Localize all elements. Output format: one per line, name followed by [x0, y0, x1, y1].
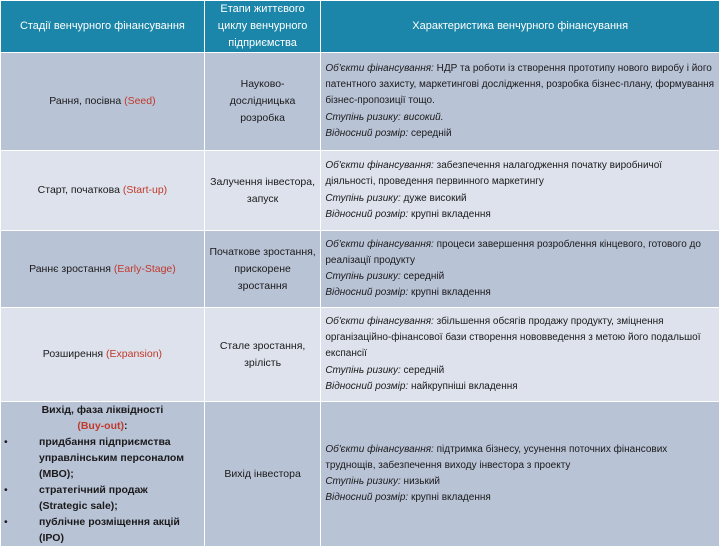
stage-name: Рання, посівна [49, 95, 125, 107]
header-characteristics: Характеристика венчурного фінансування [321, 1, 720, 53]
description-cell [321, 231, 720, 308]
stage-name: Раннє зростання [29, 262, 114, 275]
risk-text: середній [400, 271, 445, 282]
table-row [1, 308, 720, 402]
risk-label: Ступінь ризику: [325, 271, 401, 282]
risk-label: Ступінь ризику: [325, 111, 401, 123]
size-label: Відносний розмір: [325, 287, 409, 299]
table-row-exit [1, 402, 720, 547]
stage-cell [1, 308, 205, 402]
phase-cell: Науково-дослідницька розробка [204, 53, 320, 151]
stage-name-en: (Seed) [124, 95, 156, 107]
size-label: Відносний розмір: [325, 492, 409, 504]
phase-cell: Стале зростання, зрілість [204, 308, 320, 402]
stage-name: Розширення [42, 348, 107, 360]
risk-label: Ступінь ризику: [325, 364, 401, 376]
object-text: підтримка бізнесу, усунення поточних фінансових труднощів, забезпечення виходу інвестора з проекту [325, 443, 668, 471]
exit-options-list [1, 434, 204, 546]
size-label: Відносний розмір: [325, 380, 409, 392]
table-row [1, 151, 720, 231]
exit-title-en: (Buy-out) [77, 420, 124, 432]
risk-label: Ступінь ризику: [325, 192, 401, 204]
stage-name-en: (Early-Stage) [113, 262, 176, 275]
header-stages: Стадії венчурного фінансування [1, 1, 205, 53]
phase-cell: Вихід інвестора [204, 402, 320, 547]
size-text: крупні вкладення [408, 208, 491, 220]
stage-cell [1, 151, 205, 231]
exit-title: Вихід, фаза ліквідності (Buy-out): [41, 404, 164, 432]
exit-stage-cell [1, 402, 205, 547]
phase-cell: Початкове зростання, прискорене зростання [204, 231, 320, 308]
object-text: процеси завершення розроблення кінцевого, готового до реалізації продукту [325, 238, 701, 266]
bullet-icon: • [4, 436, 8, 448]
risk-text: низький [400, 476, 440, 487]
header-lifecycle: Етапи життєвого циклу венчурного підприємства [204, 1, 320, 53]
header-row [1, 1, 720, 53]
list-item: • стратегічний продаж (Strategic sale); [4, 484, 148, 512]
size-text: крупні вкладення [408, 287, 491, 299]
object-label: Об'єкти фінансування: [325, 160, 434, 172]
bullet-icon: • [4, 484, 8, 496]
description-cell [321, 308, 720, 402]
table-row [1, 53, 720, 151]
stage-name: Старт, початкова [37, 184, 123, 196]
description-cell [321, 151, 720, 231]
list-item: • придбання підприємства управлінським персоналом (МВО); [4, 436, 184, 480]
size-label: Відносний розмір: [325, 208, 409, 220]
phase-cell: Залучення інвестора, запуск [204, 151, 320, 231]
description-cell [321, 402, 720, 547]
size-text: середній [408, 127, 452, 139]
risk-text: дуже високий [400, 192, 467, 204]
object-text: збільшення обсягів продажу продукту, зміцнення організаційно-фінансової бази створення нововведення з метою його подальшої експансії [325, 315, 701, 360]
stage-name-en: (Start-up) [122, 184, 168, 196]
stage-cell [1, 231, 205, 308]
object-label: Об'єкти фінансування: [325, 315, 434, 327]
list-item: • публічне розміщення акцій (ІРО) [4, 516, 180, 544]
size-text: крупні вкладення [408, 492, 491, 504]
size-text: найкрупніші вкладення [408, 380, 518, 392]
object-label: Об'єкти фінансування: [325, 62, 434, 74]
table-row [1, 231, 720, 308]
object-label: Об'єкти фінансування: [325, 443, 434, 455]
stage-name-en: (Expansion) [106, 348, 163, 360]
bullet-icon: • [4, 516, 8, 528]
risk-label: Ступінь ризику: [325, 476, 401, 487]
object-text: забезпечення налагодження початку виробничої діяльності, проведення первинного маркетингу [325, 160, 663, 188]
description-cell [321, 53, 720, 151]
object-text: НДР та роботи із створення прототипу нового виробу і його патентного захисту, маркетингові дослідження, розробка бізнес-плану, формування бізнес-пропозиції тощо. [325, 62, 715, 107]
object-label: Об'єкти фінансування: [325, 238, 434, 250]
risk-text: високий. [400, 111, 444, 123]
stage-cell [1, 53, 205, 151]
size-label: Відносний розмір: [325, 127, 409, 139]
risk-text: середній [400, 364, 445, 376]
